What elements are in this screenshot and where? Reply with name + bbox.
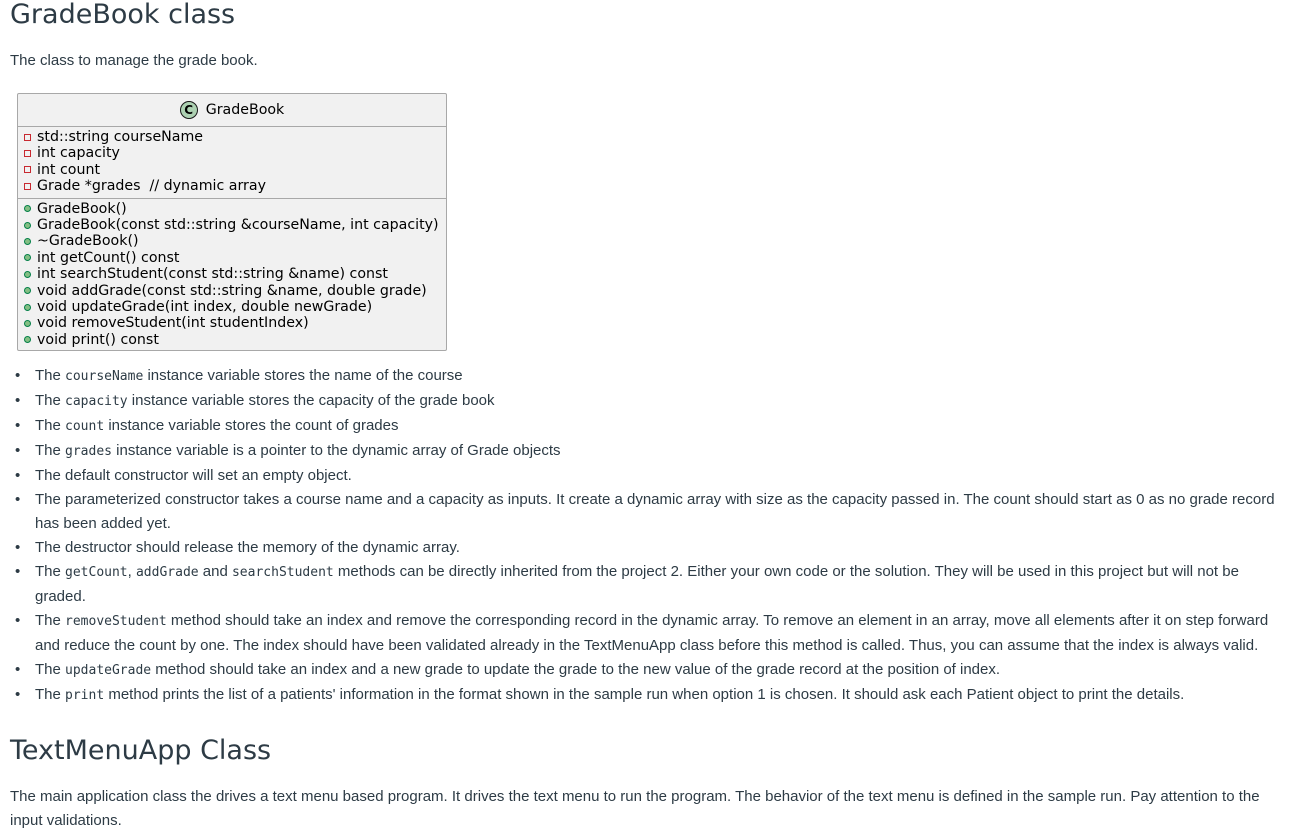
public-marker-icon	[24, 336, 31, 343]
attribute-text: Grade *grades // dynamic array	[37, 178, 266, 195]
public-marker-icon	[24, 222, 31, 229]
attribute-text: int count	[37, 161, 101, 178]
attribute-text: std::string courseName	[37, 129, 204, 145]
textmenu-intro: The main application class the drives a text menu based program. It drives the text menu to run the program. The behavior of the text menu is defined in the sample run. Pay attention to the input validations.	[10, 788, 1260, 829]
list-item: • The parameterized constructor takes a course name and a capacity as inputs. It create a dynamic array with size as the capacity passed in. The count should start as 0 as no grade record has been added yet.	[35, 488, 1285, 536]
gradebook-heading: GradeBook class	[10, 0, 236, 30]
requirements-list	[0, 364, 1285, 708]
class-icon: C	[180, 101, 198, 119]
list-item: • The grades instance variable is a pointer to the dynamic array of Grade objects	[35, 439, 1285, 464]
list-item: • The default constructor will set an empty object.	[35, 464, 1285, 488]
list-item: • The count instance variable stores the count of grades	[35, 414, 1285, 439]
uml-method	[24, 250, 440, 266]
uml-attribute	[24, 145, 440, 161]
uml-method	[24, 332, 440, 348]
uml-class-name: GradeBook	[205, 102, 285, 118]
list-item: • The courseName instance variable stores the name of the course	[35, 364, 1285, 389]
uml-attribute	[24, 178, 440, 194]
public-marker-icon	[24, 320, 31, 327]
list-item: • The updateGrade method should take an index and a new grade to update the grade to the new value of the grade record at the position of index.	[35, 658, 1285, 683]
private-marker-icon	[24, 183, 31, 190]
uml-method	[24, 217, 440, 233]
public-marker-icon	[24, 254, 31, 261]
uml-method	[24, 233, 440, 249]
method-text: int getCount() const	[37, 249, 180, 266]
uml-method	[24, 201, 440, 217]
uml-attributes	[18, 127, 446, 199]
public-marker-icon	[24, 238, 31, 245]
list-item: • The capacity instance variable stores the capacity of the grade book	[35, 389, 1285, 414]
list-item: • The getCount, addGrade and searchStudent methods can be directly inherited from the project 2. Either your own code or the solution. They will be used in this project but will not be graded.	[35, 560, 1285, 609]
method-text: void print() const	[37, 331, 159, 348]
uml-method	[24, 266, 440, 282]
public-marker-icon	[24, 205, 31, 212]
list-item: • The removeStudent method should take an index and remove the corresponding record in the dynamic array. To remove an element in an array, move all elements after it on step forward and reduce the count by one. The index should have been validated already in the TextMenuApp class before this method is called. Thus, you can assume that the index is always valid.	[35, 609, 1285, 658]
public-marker-icon	[24, 304, 31, 311]
private-marker-icon	[24, 134, 31, 141]
method-text: GradeBook()	[37, 200, 127, 217]
private-marker-icon	[24, 150, 31, 157]
uml-methods	[18, 199, 446, 349]
uml-method	[24, 283, 440, 299]
uml-class-header	[18, 94, 446, 127]
private-marker-icon	[24, 166, 31, 173]
public-marker-icon	[24, 271, 31, 278]
method-text: GradeBook(const std::string &courseName, int capacity)	[37, 216, 439, 233]
attribute-text: int capacity	[37, 145, 120, 162]
uml-method	[24, 299, 440, 315]
method-text: int searchStudent(const std::string &name) const	[37, 266, 388, 283]
list-item: • The print method prints the list of a patients' information in the format shown in the sample run when option 1 is chosen. It should ask each Patient object to print the details.	[35, 683, 1285, 708]
textmenu-heading: TextMenuApp Class	[10, 735, 272, 766]
gradebook-intro: The class to manage the grade book.	[10, 52, 258, 69]
public-marker-icon	[24, 287, 31, 294]
uml-class-diagram	[17, 93, 447, 351]
list-item: • The destructor should release the memory of the dynamic array.	[35, 536, 1285, 560]
method-text: void removeStudent(int studentIndex)	[37, 315, 309, 332]
method-text: void addGrade(const std::string &name, double grade)	[37, 282, 427, 299]
uml-attribute	[24, 129, 440, 145]
uml-attribute	[24, 162, 440, 178]
method-text: ~GradeBook()	[37, 233, 139, 250]
method-text: void updateGrade(int index, double newGrade)	[37, 298, 373, 315]
uml-method	[24, 315, 440, 331]
